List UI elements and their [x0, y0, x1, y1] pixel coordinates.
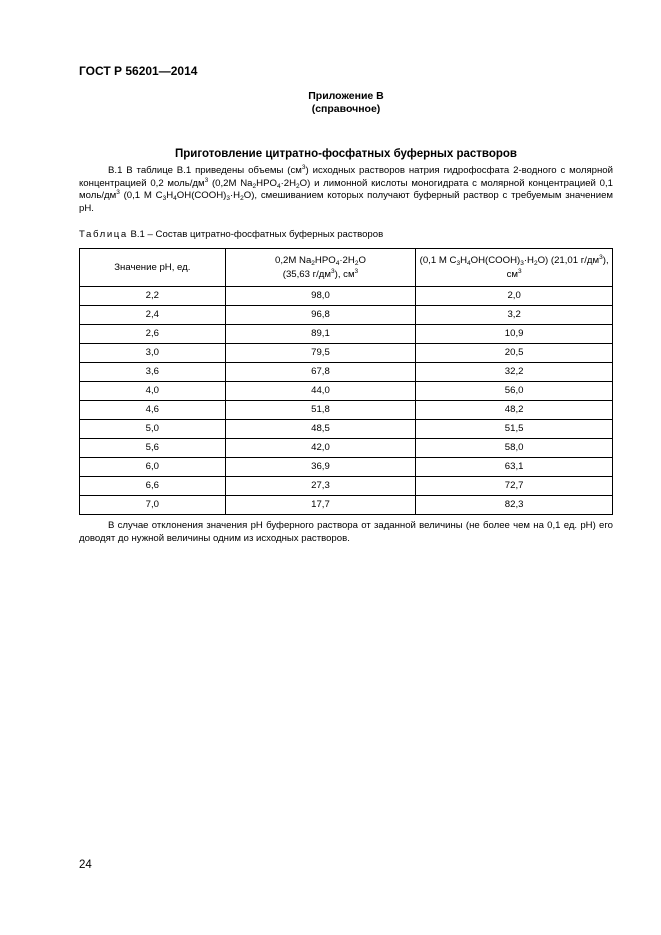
cell-phosphate: 48,5 [225, 420, 416, 439]
cell-ph: 5,0 [80, 420, 226, 439]
cell-citric: 10,9 [416, 325, 613, 344]
cell-citric: 32,2 [416, 363, 613, 382]
outro-paragraph: В случае отклонения значения pH буферного раствора от заданной величины (не более чем на 0,1 ед. pH) его доводят до нужной величины одним из исходных растворов. [79, 520, 613, 544]
cell-citric: 48,2 [416, 401, 613, 420]
table-row [80, 401, 613, 420]
intro-paragraph: В.1 В таблице В.1 приведены объемы $(см^3)$ исходных растворов натрия гидрофосфата 2-водного с молярной концентрацией 0,2 моль/$дм^3$ (0,2М $Na_2HPO_4\cdot 2H_2O$) и лимонной кислоты моногидрата с молярной концентрацией 0,1 моль/$дм^3$ (0,1 М $C_3H_4OH(COOH)_3\cdot H_2O$), смешиванием которых получают буферный раствор с требуемым значением pH. [79, 164, 613, 214]
cell-ph: 3,0 [80, 344, 226, 363]
cell-phosphate: 44,0 [225, 382, 416, 401]
buffer-table [79, 248, 613, 515]
cell-phosphate: 89,1 [225, 325, 416, 344]
cell-phosphate: 17,7 [225, 496, 416, 515]
section-title: Приготовление цитратно-фосфатных буферных растворов [175, 148, 517, 160]
table-row [80, 344, 613, 363]
appendix-title: Приложение В [308, 90, 384, 102]
header-citric: (0,1 М $C_3H_4OH(COOH)_3\cdot H_2O$) (21,01 $г/дм^3$), $см^3$ [416, 249, 613, 287]
header-ph: Значение pH, ед. [80, 249, 226, 287]
cell-ph: 3,6 [80, 363, 226, 382]
cell-phosphate: 36,9 [225, 458, 416, 477]
table-row [80, 439, 613, 458]
cell-citric: 3,2 [416, 306, 613, 325]
cell-ph: 6,6 [80, 477, 226, 496]
table-row [80, 325, 613, 344]
table-header-row [80, 249, 613, 287]
cell-phosphate: 27,3 [225, 477, 416, 496]
table-row [80, 420, 613, 439]
cell-citric: 56,0 [416, 382, 613, 401]
cell-citric: 2,0 [416, 287, 613, 306]
cell-citric: 63,1 [416, 458, 613, 477]
table-caption-text: В.1 – Состав цитратно-фосфатных буферных растворов [127, 229, 384, 240]
table-row [80, 306, 613, 325]
cell-ph: 4,0 [80, 382, 226, 401]
appendix-heading [79, 90, 613, 116]
cell-ph: 4,6 [80, 401, 226, 420]
table-caption-prefix: Таблица [79, 229, 128, 240]
cell-phosphate: 79,5 [225, 344, 416, 363]
cell-phosphate: 42,0 [225, 439, 416, 458]
table-row [80, 382, 613, 401]
cell-ph: 2,6 [80, 325, 226, 344]
cell-phosphate: 67,8 [225, 363, 416, 382]
cell-citric: 72,7 [416, 477, 613, 496]
cell-ph: 5,6 [80, 439, 226, 458]
table-row [80, 496, 613, 515]
header-phosphate: 0,2М $Na_2HPO_4\cdot 2H_2O$ (35,63 $г/дм^3$), $см^3$ [225, 249, 416, 287]
cell-phosphate: 51,8 [225, 401, 416, 420]
table-row [80, 458, 613, 477]
table-row [80, 477, 613, 496]
cell-citric: 51,5 [416, 420, 613, 439]
page-number: 24 [79, 859, 92, 871]
cell-ph: 6,0 [80, 458, 226, 477]
cell-ph: 2,4 [80, 306, 226, 325]
cell-ph: 7,0 [80, 496, 226, 515]
cell-citric: 58,0 [416, 439, 613, 458]
cell-citric: 82,3 [416, 496, 613, 515]
table-caption [79, 229, 383, 240]
appendix-note: (справочное) [311, 103, 381, 115]
document-header: ГОСТ Р 56201—2014 [79, 64, 198, 78]
cell-phosphate: 96,8 [225, 306, 416, 325]
table-row [80, 363, 613, 382]
cell-citric: 20,5 [416, 344, 613, 363]
table-row [80, 287, 613, 306]
cell-ph: 2,2 [80, 287, 226, 306]
cell-phosphate: 98,0 [225, 287, 416, 306]
